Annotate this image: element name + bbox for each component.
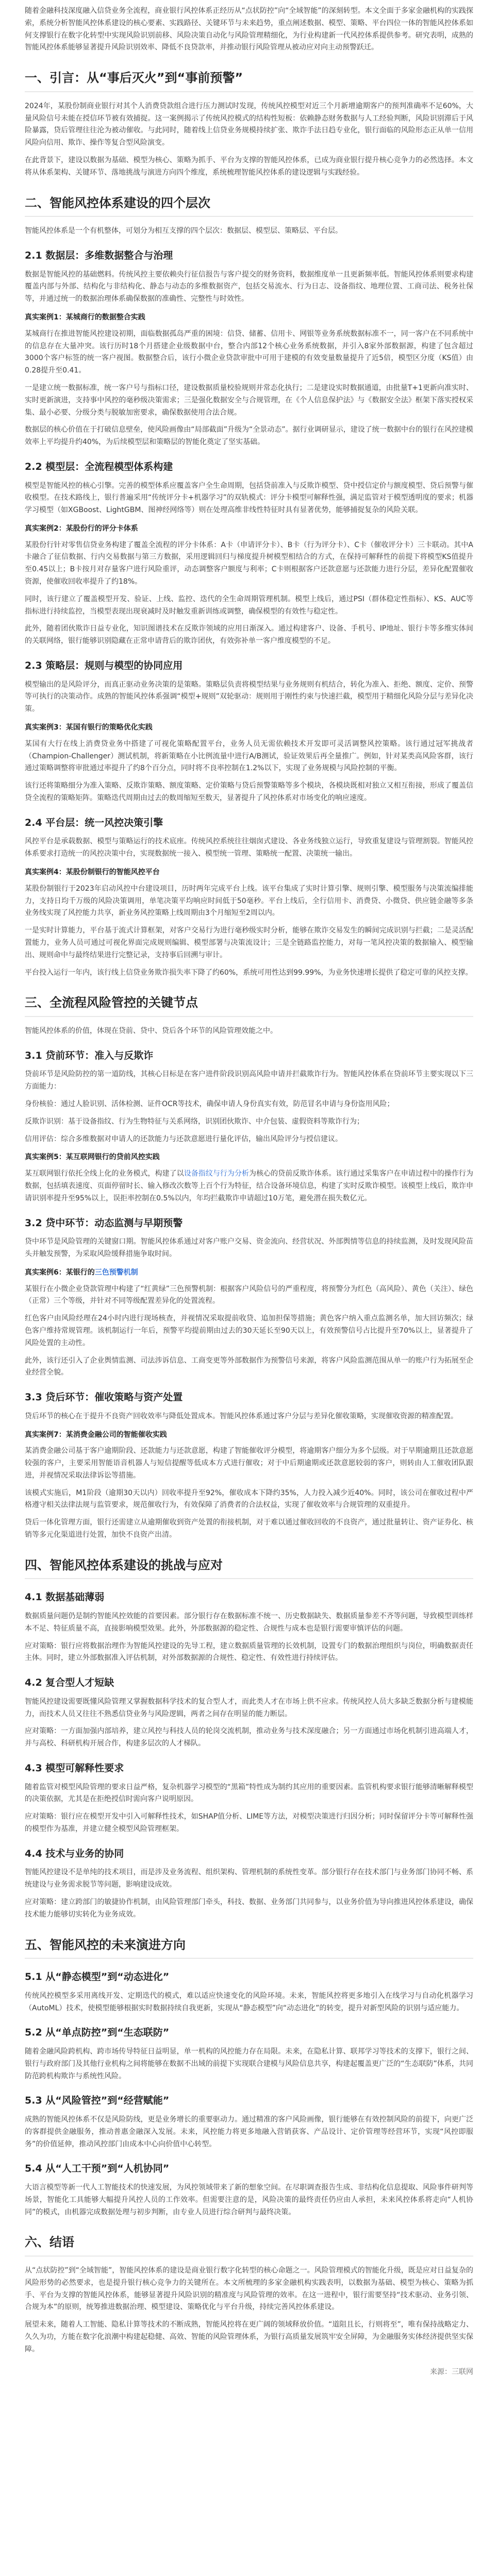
paragraph: 数据质量问题仍是制约智能风控效能的首要因素。部分银行存在数据标准不统一、历史数据缺失、数据质量参差不齐等问题，导致模型训练样本不足、特征质量不高，直接影响模型效果。此外，外部数据源的稳定性、合规性与成本也是银行需要审慎评估的问题。 bbox=[25, 1612, 473, 1633]
subsection-title: 5.4 从“人工干预”到“人机协同” bbox=[25, 2163, 170, 2175]
inline-link[interactable]: 设备指纹与行为分析 bbox=[184, 1170, 250, 1178]
paragraph: 智能风控体系的价值，体现在贷前、贷中、贷后各个环节的风险管理效能之中。 bbox=[25, 1026, 277, 1035]
paragraph: 随着金融风险跨机构、跨市场传导特征日益明显，单一机构的风控能力存在局限。未来，在隐私计算、联邦学习等技术的支撑下，银行之间、银行与政府部门及其他行业机构之间将能够在数据不出域的前提下实现联合建模与风险信息共享，构建起覆盖更广泛的“生态联防”体系，共同防范跨机构欺诈与系统性风险。 bbox=[25, 2047, 473, 2080]
case-title bbox=[25, 1267, 473, 1279]
paragraph: 模型是智能风控的核心引擎。完善的模型体系应覆盖客户全生命周期，包括贷前准入与反欺诈模型、贷中授信定价与额度模型、贷后预警与催收模型。在技术路线上，银行普遍采用“传统评分卡+机器学习”的双轨模式：评分卡模型可解释性强，满足监管对于模型透明度的要求；机器学习模型（如XGBoost、LightGBM、图神经网络等）则在处理高维非线性特征时具有显著优势，能够捕捉复杂的风险关联。 bbox=[25, 481, 473, 515]
paragraph: 同时，该行建立了覆盖模型开发、验证、上线、监控、迭代的全生命周期管理机制。模型上线后，通过PSI（群体稳定性指标）、KS、AUC等指标进行持续监控，当模型表现出现衰减时及时触发重新训练或调整，确保模型的有效性与稳定性。 bbox=[25, 595, 473, 616]
divider bbox=[25, 91, 473, 92]
paragraph: 某国有大行在线上消费贷业务中搭建了可视化策略配置平台，业务人员无需依赖技术开发即可灵活调整风控策略。该行通过冠军挑战者（Champion-Challenger）测试机制，将新策略在小比例流量中进行A/B测试，验证效果后再全量推广。例如，针对某类高风险客群，该行通过策略调整将审批通过率提升了约8个百分点，同时将不良率控制在1.2%以下，实现了业务规模与风险控制的平衡。 bbox=[25, 739, 473, 773]
case-title: 真实案例2：某股份行的评分卡体系 bbox=[25, 524, 138, 533]
subsection-title: 5.1 从“静态模型”到“动态进化” bbox=[25, 1971, 170, 1983]
paragraph: 从“点状防控”到“全域智能”，智能风控体系的建设是商业银行数字化转型的核心命题之一。风险管理模式的智能化升级，既是应对日益复杂的风险形势的必然要求，也是提升银行核心竞争力的关键所在。本文所梳理的多家金融机构实践表明，以数据为基础、模型为核心、策略为抓手、平台为支撑的智能风控体系，能够显著提升风险识别的精准度与风险管理的效率。在这一进程中，银行需要坚持“技术驱动、业务引领、合规为本”的原则，统筹推进数据治理、模型建设、策略优化与平台升级，持续完善风控体系建设。 bbox=[25, 2266, 473, 2312]
subsection-title: 4.4 技术与业务的协同 bbox=[25, 1848, 124, 1859]
paragraph-text: 为核心的贷前反欺诈体系。该行通过采集客户在申请过程中的操作行为数据，包括填表速度、页面停留时长、输入修改次数等上百个行为特征，结合设备环境信息，构建了实时反欺诈模型。该模型上线后，欺诈申请识别率提升至95%以上，误拒率控制在0.5%以内，年均拦截欺诈申请超过10万笔，避免潜在损失数亿元。 bbox=[25, 1170, 474, 1202]
case-title: 真实案例3：某国有银行的策略优化实践 bbox=[25, 723, 153, 732]
paragraph: 模型输出的是风险评分，而真正驱动业务决策的是策略。策略层负责将模型结果与业务规则有机结合，转化为准入、拒绝、额度、定价、预警等可执行的决策动作。成熟的智能风控体系强调“模型+规则”双轮驱动：规则用于刚性约束与快速拦截，模型用于精细化风险分层与差异化决策。 bbox=[25, 680, 473, 714]
divider bbox=[25, 1958, 473, 1959]
section-4-title: 四、智能风控体系建设的挑战与应对 bbox=[25, 1557, 223, 1572]
section-3-title: 三、全流程风险管控的关键节点 bbox=[25, 995, 198, 1010]
paragraph: 风控平台是承载数据、模型与策略运行的技术底座。传统风控系统往往烟囱式建设、各业务线独立运行，导致重复建设与管理割裂。智能风控体系要求打造统一的风控决策中台，实现数据统一接入、模型统一管理、策略统一配置、决策统一输出。 bbox=[25, 837, 473, 858]
subsection-title: 5.2 从“单点防控”到“生态联防” bbox=[25, 2027, 170, 2039]
paragraph: 一是建立统一数据标准，统一客户号与指标口径，建设数据质量校验规则并常态化执行；二是建设实时数据通道，由批量T+1更新向准实时、实时更新演进，支持事中风控的毫秒级决策需求；三是强化数据安全与合规管理，在《个人信息保护法》与《数据安全法》框架下落实授权采集、最小必要、分级分类与脱敏加密要求，确保数据使用合法合规。 bbox=[25, 383, 473, 417]
paragraph: 某银行在小微企业贷款管理中构建了“红黄绿”三色预警机制：根据客户风险信号的严重程度，将预警分为红色（高风险）、黄色（关注）、绿色（正常）三个等级，并针对不同等级配置差异化的处置流程。 bbox=[25, 1284, 473, 1306]
divider bbox=[25, 1578, 473, 1579]
case-title: 真实案例5：某互联网银行的贷前风控实践 bbox=[25, 1153, 160, 1162]
paragraph: 该模式实施后，M1阶段（逾期30天以内）回收率提升至92%，催收成本下降约35%，人力投入减少近40%。同时，该公司在催收过程中严格遵守相关法律法规与监管要求，规范催收行为，有效保障了消费者的合法权益，实现了催收效率与合规管理的双重提升。 bbox=[25, 1488, 473, 1510]
subsection-title: 3.1 贷前环节：准入与反欺诈 bbox=[25, 1049, 154, 1061]
subsection-title: 4.2 复合型人才短缺 bbox=[25, 1677, 114, 1689]
paragraph: 应对策略：银行应将数据治理作为智能风控建设的先导工程，建立数据质量管理的长效机制，设置专门的数据治理组织与岗位，明确数据责任主体。同时，建立外部数据准入评估机制，对外部数据源的合规性、稳定性、有效性进行持续评估。 bbox=[25, 1641, 473, 1663]
subsection-title: 4.1 数据基础薄弱 bbox=[25, 1591, 105, 1603]
paragraph: 智能风控体系是一个有机整体，可划分为相互支撑的四个层次：数据层、模型层、策略层、平台层。 bbox=[25, 227, 342, 235]
paragraph: 应对策略：建立跨部门的敏捷协作机制，由风险管理部门牵头，科技、数据、业务部门共同参与，以业务价值为导向推进风控体系建设，确保技术能力能够切实转化为业务成效。 bbox=[25, 1898, 473, 1919]
paragraph: 某消费金融公司基于客户逾期阶段、还款能力与还款意愿，构建了智能催收评分模型，将逾期客户细分为多个层级。对于早期逾期且还款意愿较强的客户，主要采用智能语音机器人与短信提醒等低成本方式进行催收；对于中后期逾期或还款意愿较弱的客户，则转由人工催收团队跟进，并视情况采取法律诉讼等措施。 bbox=[25, 1447, 473, 1480]
subsection-title: 2.4 平台层：统一风控决策引擎 bbox=[25, 817, 163, 828]
subsection-title: 4.3 模型可解释性要求 bbox=[25, 1762, 124, 1774]
paragraph: 此外，随着团伙欺诈日益专业化，知识图谱技术在反欺诈领域的应用日渐深入。通过构建客户、设备、手机号、IP地址、银行卡等多维实体间的关联网络，银行能够识别隐藏在正常申请背后的欺诈团伙，有效弥补单一客户维度模型的不足。 bbox=[25, 624, 473, 646]
case-title: 真实案例7：某消费金融公司的智能催收实践 bbox=[25, 1430, 167, 1439]
paragraph: 身份核验：通过人脸识别、活体检测、证件OCR等技术，确保申请人身份真实有效，防范冒名申请与身份盗用风险； bbox=[25, 1099, 394, 1108]
subsection-title: 2.3 策略层：规则与模型的协同应用 bbox=[25, 660, 183, 672]
paragraph: 某城商行在推进智能风控建设初期，面临数据孤岛严重的困境：信贷、储蓄、信用卡、网银等业务系统数据标准不一，同一客户在不同系统中的信息存在大量冲突。该行历时18个月搭建企业级数据中台，整合内部12个核心业务系统数据，并引入8家外部数据源，构建了包含超过3000个客户标签的统一客户视图。数据整合后，该行小微企业贷款审批中可用于建模的有效变量数量提升了近5倍，模型区分度（KS值）由0.28提升至0.41。 bbox=[25, 329, 473, 375]
paragraph-text: 某互联网银行依托全线上化的业务模式，构建了以 bbox=[25, 1170, 184, 1178]
section-6-title: 六、结语 bbox=[25, 2235, 74, 2250]
intro-paragraph: 随着金融科技深度融入信贷业务全流程，商业银行风控体系正经历从“点状防控”向“全域智能”的深刻转型。本文全面于多家金融机构的实践探索，系统分析智能风控体系建设的核心要素、实践路径、关键环节与未来趋势，重点阐述数据、模型、策略、平台四位一体的智能风控体系如何支撑银行在数字化转型中实现风险识别前移、风险决策自动化与风险管理精细化，为行业构建新一代风控体系提供参考。研究表明，成熟的智能风控体系能够显著提升风险识别效率、降低不良贷款率，并推动银行风险管理从被动应对向主动预警跃迁。 bbox=[25, 7, 473, 52]
paragraph: 某股份制银行于2023年启动风控中台建设项目，历时两年完成平台上线。该平台集成了实时计算引擎、规则引擎、模型服务与决策流编排能力，支持日均千万级的风险决策调用，单笔决策平均响应时间低于50毫秒。平台上线后，全行信用卡、消费贷、小微贷、供应链金融等多条业务线实现了风控能力共享，新业务风控策略上线周期由3个月缩短至2周以内。 bbox=[25, 884, 473, 918]
section-2-title: 二、智能风控体系建设的四个层次 bbox=[25, 195, 210, 210]
paragraph: 智能风控建设不是单纯的技术项目，而是涉及业务流程、组织架构、管理机制的系统性变革。部分银行存在技术部门与业务部门协同不畅、系统建设与业务需求脱节等问题，影响建设成效。 bbox=[25, 1868, 473, 1889]
subsection-title: 3.3 贷后环节：催收策略与资产处置 bbox=[25, 1392, 183, 1403]
paragraph: 2024年，某股份制商业银行对其个人消费贷款组合进行压力测试时发现，传统风控模型对近三个月新增逾期客户的预判准确率不足60%，大量风险信号未能在授信环节被有效捕捉。这一案例揭示了传统风控模式的结构性短板：依赖静态财务数据与人工经验判断，风险识别滞后于风险暴露，贷后管理往往沦为被动催收。与此同时，随着线上信贷业务规模持续扩张、欺诈手法日趋专业化，银行面临的风险形态正从单一信用风险向信用、欺诈、操作等复合型风险演变。 bbox=[25, 101, 473, 147]
paragraph: 数据层的核心价值在于打破信息壁垒，使风险画像由“局部截面”升级为“全景动态”。据行业调研显示，建设了统一数据中台的银行在风控建模效率上平均提升约40%，为后续模型层和策略层的智能化奠定了坚实基础。 bbox=[25, 426, 473, 447]
paragraph bbox=[25, 1168, 473, 1205]
paragraph: 数据是智能风控的基础燃料。传统风控主要依赖央行征信报告与客户提交的财务资料，数据维度单一且更新频率低。智能风控体系则要求构建覆盖内部与外部、结构化与非结构化、静态与动态的多维数据资产，包括交易流水、行为日志、设备指纹、地理位置、工商司法、税务社保等，并通过统一的数据治理体系确保数据的准确性、完整性与时效性。 bbox=[25, 270, 473, 303]
paragraph: 应对策略：一方面加强内部培养，建立风控与科技人员的轮岗交流机制，推动业务与技术深度融合；另一方面通过市场化机制引进高端人才，并与高校、科研机构开展合作，构建多层次的人才梯队。 bbox=[25, 1727, 473, 1748]
paragraph: 贷后一体化管理方面，银行还需建立从逾期催收到资产处置的衔接机制，对于难以通过催收回收的不良资产，通过批量转让、资产证券化、核销等多元化渠道进行处置，加快不良资产出清。 bbox=[25, 1518, 473, 1539]
paragraph: 信用评估：综合多维数据对申请人的还款能力与还款意愿进行量化评估，输出风险评分与授信建议。 bbox=[25, 1134, 342, 1143]
paragraph: 平台投入运行一年内，该行线上信贷业务欺诈损失率下降了约60%，系统可用性达到99.99%，为业务快速增长提供了稳定可靠的风控支撑。 bbox=[25, 968, 473, 977]
paragraph: 大语言模型等新一代人工智能技术的快速发展，为风控领域带来了新的想象空间。在尽职调查报告生成、非结构化信息提取、风险事件研判等场景，智能化工具能够大幅提升风控人员的工作效率。但需要注意的是，风险决策的最终责任仍应由人承担，未来风控体系将走向“人机协同”的模式，由机器完成数据处理与初步判断，由专业人员进行综合研判与最终决策。 bbox=[25, 2183, 473, 2216]
section-1-title: 一、引言：从“事后灭火”到“事前预警” bbox=[25, 71, 243, 86]
divider bbox=[25, 1016, 473, 1017]
divider bbox=[25, 2256, 473, 2257]
paragraph: 贷后环节的核心在于提升不良资产回收效率与降低处置成本。智能风控体系通过客户分层与差异化催收策略，实现催收资源的精准配置。 bbox=[25, 1412, 458, 1420]
subsection-title: 3.2 贷中环节：动态监测与早期预警 bbox=[25, 1217, 183, 1229]
subsection-title: 2.1 数据层：多维数据整合与治理 bbox=[25, 249, 173, 261]
paragraph: 一是实时计算能力，平台基于流式计算框架，对客户交易行为进行毫秒级实时分析，能够在欺诈交易发生的瞬间完成识别与拦截；二是灵活配置能力，业务人员可通过可视化界面完成规则编辑、模型部署与决策流设计；三是全链路监控能力，对每一笔风控决策的数据输入、模型输出、规则命中与最终结果进行完整记录，支持事后回溯与审计。 bbox=[25, 926, 473, 959]
paragraph: 传统风控模型多采用离线开发、定期迭代的模式，难以适应快速变化的风险环境。未来，智能风控将更多地引入在线学习与自动化机器学习（AutoML）技术，使模型能够根据实时数据持续自我更新，实现从“静态模型”向“动态进化”的转变，提升对新型风险的识别与适应能力。 bbox=[25, 1991, 473, 2012]
section-5-title: 五、智能风控的未来演进方向 bbox=[25, 1937, 186, 1952]
paragraph: 成熟的智能风控体系不仅是风险防线，更是业务增长的重要驱动力。通过精准的客户风险画像，银行能够在有效控制风险的前提下，向更广泛的客群提供金融服务，推动普惠金融深入发展。未来，风控能力将更多地融入营销获客、产品设计、定价管理等经营环节，实现“风控即服务”的价值延伸，推动风控部门由成本中心向价值中心转型。 bbox=[25, 2115, 473, 2148]
paragraph: 红色客户由风险经理在24小时内进行现场核查，并视情况采取提前收贷、追加担保等措施；黄色客户纳入重点监测名单，加大回访频次；绿色客户维持常规管理。该机制运行一年后，预警平均提前期由过去的30天延长至90天以上，有效预警信号占比提升至70%以上，显著提升了风险处置的主动性。 bbox=[25, 1314, 473, 1347]
paragraph: 该行还将策略细分为准入策略、反欺诈策略、额度策略、定价策略与贷后预警策略等多个模块，各模块既相对独立又相互衔接，形成了覆盖信贷全流程的策略矩阵。策略迭代周期由过去的数周缩短至数天，显著提升了风控体系对市场变化的响应速度。 bbox=[25, 782, 473, 803]
case-title-text: 真实案例6：某银行的 bbox=[25, 1268, 95, 1277]
subsection-title: 2.2 模型层：全流程模型体系构建 bbox=[25, 461, 173, 472]
case-title: 真实案例1：某城商行的数据整合实践 bbox=[25, 313, 145, 321]
paragraph: 此外，该行还引入了企业舆情监测、司法涉诉信息、工商变更等外部数据作为预警信号来源，将客户风险监测范围从单一的账户行为拓展至企业经营全貌。 bbox=[25, 1356, 473, 1377]
paragraph: 某股份行针对零售信贷业务构建了覆盖全流程的评分卡体系：A卡（申请评分卡）、B卡（行为评分卡）、C卡（催收评分卡）三卡联动。其中A卡融合了征信数据、行内交易数据与第三方数据，采用逻辑回归与梯度提升树模型相结合的方式，在保持可解释性的前提下将模型KS值提升至0.45以上；B卡按月对存量客户进行风险重评，动态调整客户额度与利率；C卡则根据客户还款意愿与还款能力进行分层，差异化配置催收资源，使催收回收率提升了约18%。 bbox=[25, 540, 473, 586]
paragraph: 反欺诈识别：基于设备指纹、行为生物特征与关系网络，识别团伙欺诈、中介包装、虚假资料等欺诈行为； bbox=[25, 1117, 364, 1126]
paragraph: 贷中环节是风险管理的关键窗口期。智能风控体系通过对客户账户交易、资金流向、经营状况、外部舆情等信息的持续监测，及时发现风险苗头并触发预警，为采取风险缓释措施争取时间。 bbox=[25, 1238, 473, 1258]
divider bbox=[25, 216, 473, 217]
case-title: 真实案例4：某股份制银行的智能风控平台 bbox=[25, 868, 160, 877]
subsection-title: 5.3 从“风险管控”到“经营赋能” bbox=[25, 2095, 170, 2107]
inline-link[interactable]: 三色预警机制 bbox=[94, 1268, 138, 1277]
paragraph: 随着监管对模型风险管理的要求日益严格，复杂机器学习模型的“黑箱”特性成为制约其应用的重要因素。监管机构要求银行能够清晰解释模型的决策依据，尤其是在拒绝授信时需向客户说明原因。 bbox=[25, 1783, 473, 1804]
paragraph: 智能风控建设需要既懂风险管理又掌握数据科学技术的复合型人才，而此类人才在市场上供不应求。传统风控人员大多缺乏数据分析与建模能力，而技术人员又往往不熟悉信贷业务与风险逻辑，两者之间存在明显的能力断层。 bbox=[25, 1697, 473, 1718]
paragraph: 应对策略：银行应在模型开发中引入可解释性技术，如SHAP值分析、LIME等方法，对模型决策进行归因分析；同时保留评分卡等可解释性强的模型作为基准，并建立健全模型风险管理框架。 bbox=[25, 1812, 473, 1834]
paragraph: 在此背景下，建设以数据为基础、模型为核心、策略为抓手、平台为支撑的智能风控体系，已成为商业银行提升核心竞争力的必然选择。本文将从体系架构、关键环节、落地挑战与演进方向四个维度，系统梳理智能风控体系的建设逻辑与实践经验。 bbox=[25, 156, 473, 177]
source-footer: 来源：三联网 bbox=[430, 2367, 473, 2376]
paragraph: 展望未来，随着人工智能、隐私计算等技术的不断成熟，智能风控将在更广阔的领域释放价值。“道阻且长，行则将至”，唯有保持战略定力、久久为功，方能在数字化浪潮中构建起稳健、高效、智能的风险管理体系，为银行高质量发展筑牢安全屏障，为金融服务实体经济提供坚实保障。 bbox=[25, 2320, 473, 2353]
paragraph: 贷前环节是风险防控的第一道防线，其核心目标是在客户进件阶段识别高风险申请并拦截欺诈行为。智能风控体系在贷前环节主要实现以下三方面能力： bbox=[25, 1070, 473, 1091]
